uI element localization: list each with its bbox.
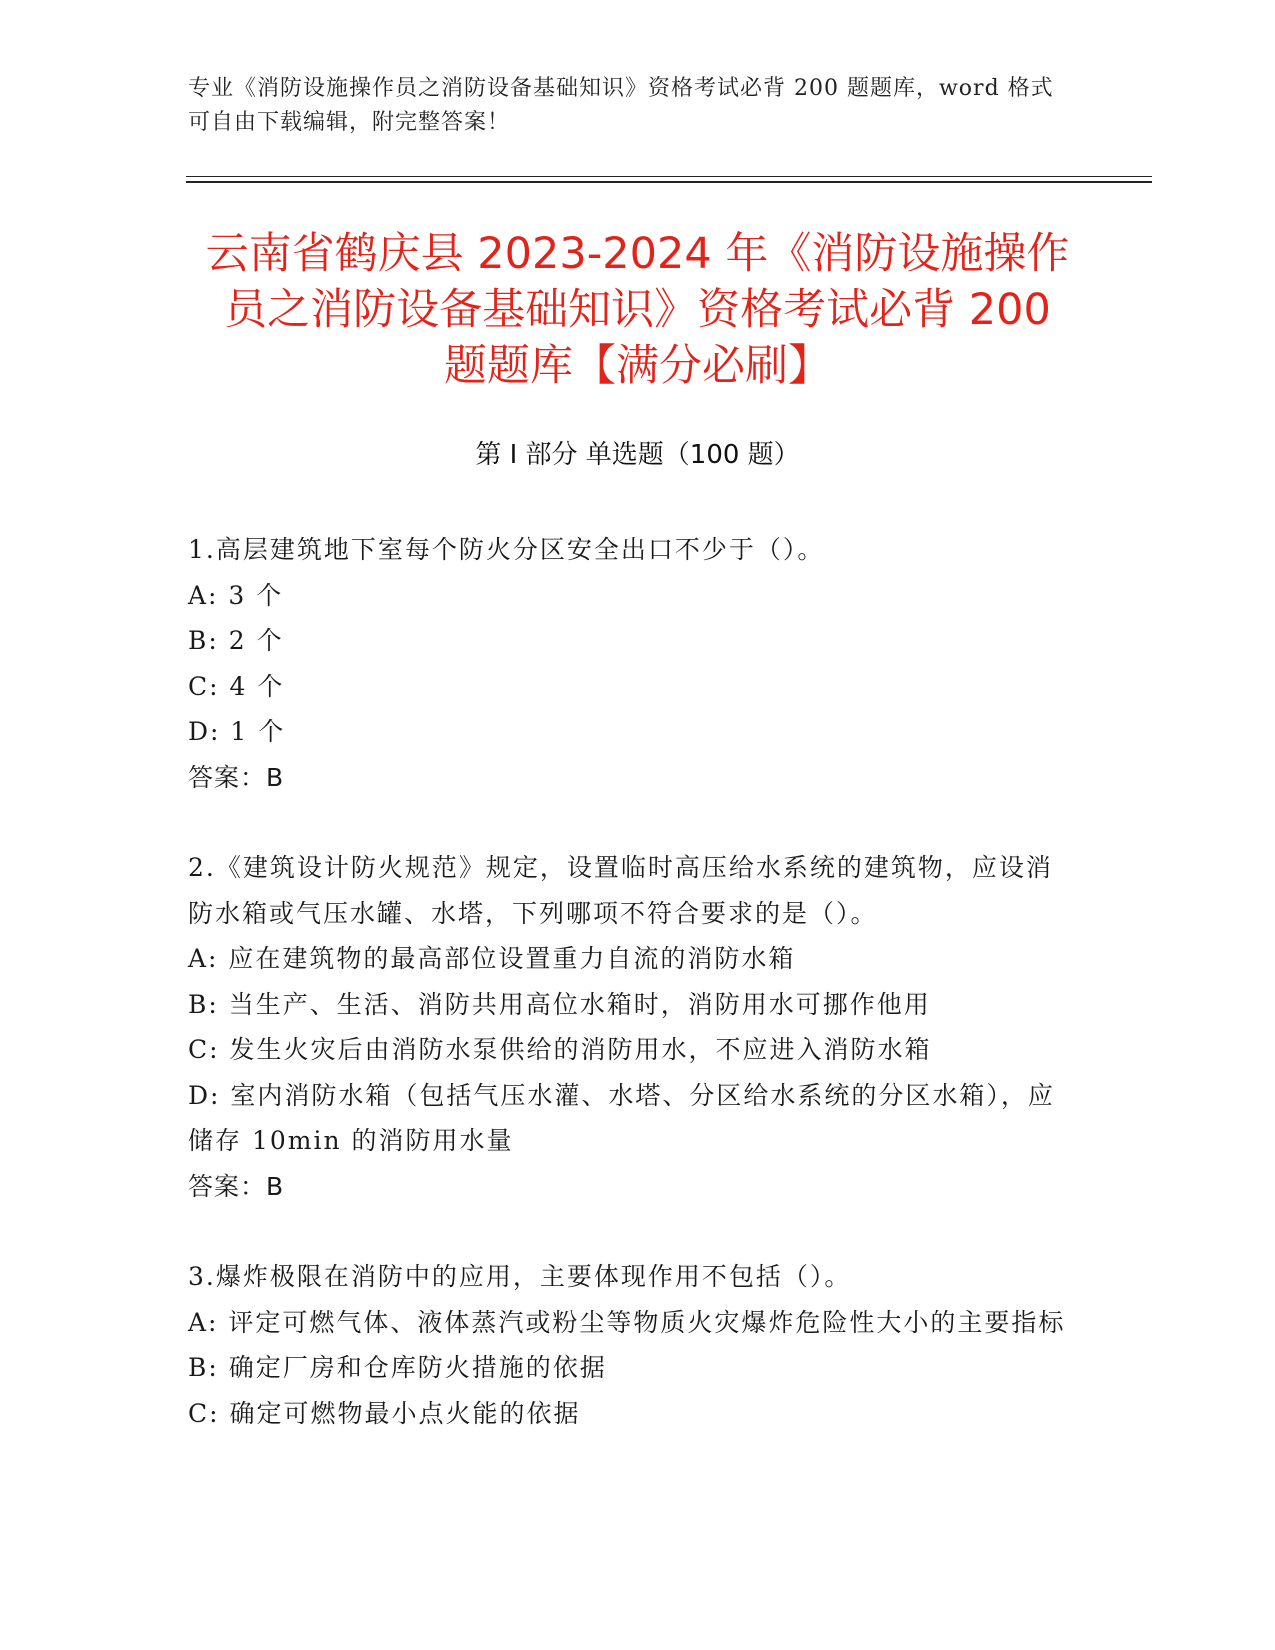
header-note: 专业《消防设施操作员之消防设备基础知识》资格考试必背 200 题题库，word 格式可自由下载编辑，附完整答案！ [188,76,1054,135]
spacer [188,1209,1078,1254]
option-a: A: 应在建筑物的最高部位设置重力自流的消防水箱 [188,944,796,973]
header-rule-thick [186,181,1152,183]
spacer [188,800,1078,845]
option-c: C: 确定可燃物最小点火能的依据 [188,1398,581,1428]
header-rule-thin [186,176,1152,177]
question-3 [188,1254,1078,1436]
title-line-2: 员之消防设备基础知识》资格考试必背 200 [224,285,1051,335]
answer: 答案：B [188,1171,285,1201]
option-b: B: 2 个 [188,626,284,655]
answer: 答案：B [188,762,285,792]
option-c: C: 4 个 [188,671,285,701]
option-d: D: 室内消防水箱（包括气压水灌、水塔、分区给水系统的分区水箱），应储存 10min 的消防用水量 [188,1080,1055,1155]
option-b: B: 当生产、生活、消防共用高位水箱时，消防用水可挪作他用 [188,989,931,1019]
question-1 [188,527,1078,800]
document-title [150,226,1125,394]
option-c: C: 发生火灾后由消防水泵供给的消防用水，不应进入消防水箱 [188,1035,932,1064]
question-list [188,527,1078,1436]
section-heading: 第 I 部分 单选题（100 题） [475,440,800,470]
option-d: D: 1 个 [188,717,286,746]
question-stem: 3.爆炸极限在消防中的应用，主要体现作用不包括（）。 [188,1262,852,1291]
title-line-3: 题题库【满分必刷】 [444,341,831,391]
option-a: A: 评定可燃气体、液体蒸汽或粉尘等物质火灾爆炸危险性大小的主要指标 [188,1307,1066,1337]
question-stem: 2.《建筑设计防火规范》规定，设置临时高压给水系统的建筑物，应设消防水箱或气压水罐、水塔，下列哪项不符合要求的是（）。 [188,853,1053,928]
question-stem: 1.高层建筑地下室每个防火分区安全出口不少于（）。 [188,535,825,564]
option-a: A: 3 个 [188,580,284,610]
question-2 [188,845,1078,1209]
title-line-1: 云南省鹤庆县 2023-2024 年《消防设施操作 [205,229,1070,279]
option-b: B: 确定厂房和仓库防火措施的依据 [188,1353,607,1382]
